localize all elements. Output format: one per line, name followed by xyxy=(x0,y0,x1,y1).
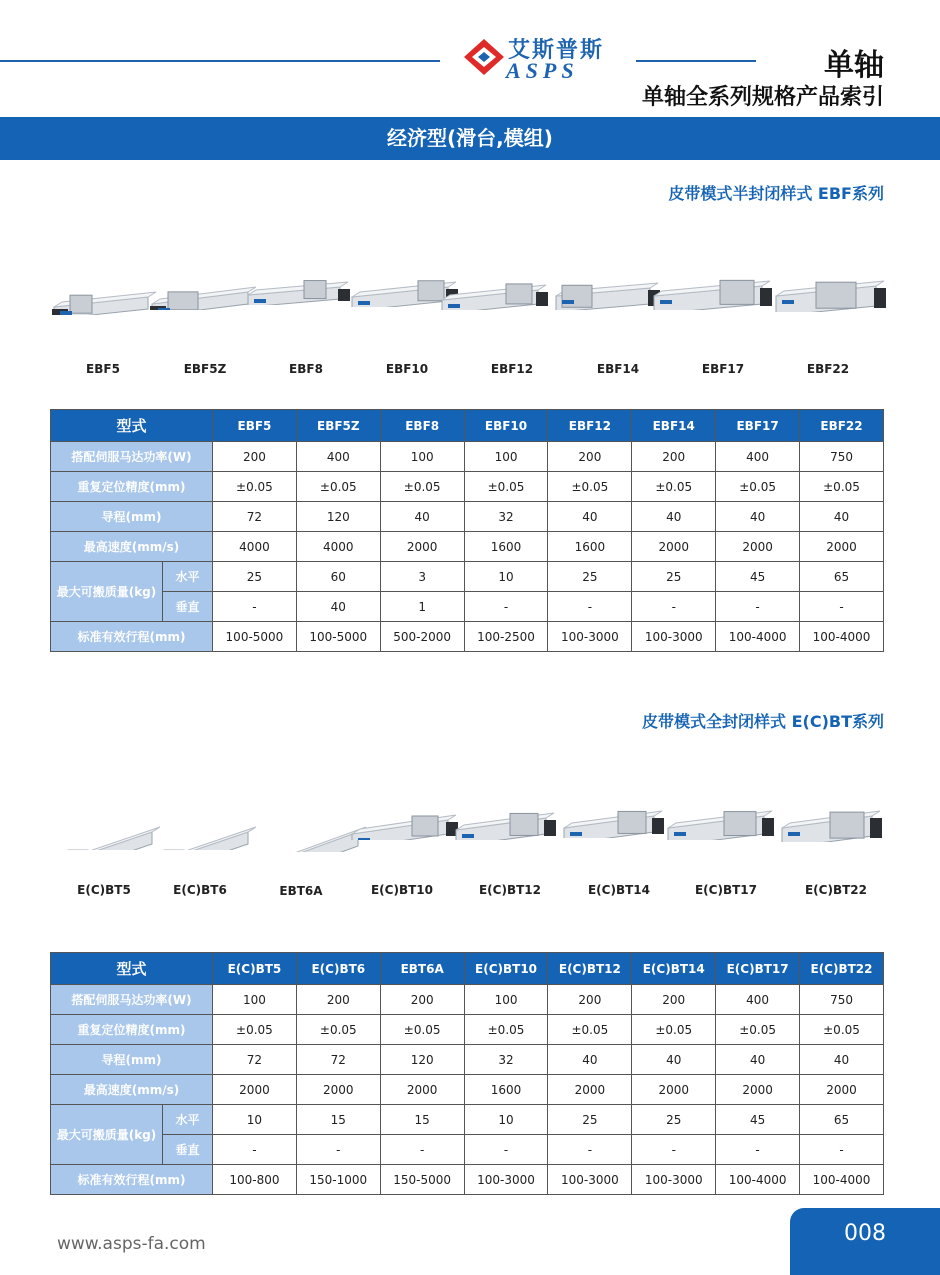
ebf-row-stroke xyxy=(51,622,884,652)
ebf-horizontal-cell: 25 xyxy=(548,562,632,592)
ebf-product-label: EBF14 xyxy=(596,362,640,376)
ebt-stroke-cell: 100-3000 xyxy=(548,1165,632,1195)
ebt-precision-cell: ±0.05 xyxy=(800,1015,884,1045)
ebf-product-image xyxy=(650,250,774,310)
ebt-speed-cell: 2000 xyxy=(800,1075,884,1105)
ebf-vertical-cell: - xyxy=(213,592,297,622)
ebt-speed-cell: 2000 xyxy=(548,1075,632,1105)
ebt-row-speed xyxy=(51,1075,884,1105)
ebf-product-label: EBF5Z xyxy=(183,362,227,376)
ebf-precision-cell: ±0.05 xyxy=(716,472,800,502)
ebf-product-image xyxy=(772,250,888,312)
ebf-lead-cell: 40 xyxy=(632,502,716,532)
ebt-product-image xyxy=(778,786,884,842)
ebf-stroke-cell: 100-5000 xyxy=(296,622,380,652)
ebf-precision-cell: ±0.05 xyxy=(213,472,297,502)
ebt-row-power xyxy=(51,985,884,1015)
ebt-precision-cell: ±0.05 xyxy=(296,1015,380,1045)
ebt-series-title: 皮带模式全封闭样式 E(C)BT系列 xyxy=(642,712,884,731)
ebf-product-label: EBF8 xyxy=(289,362,323,376)
ebf-lead-cell: 40 xyxy=(800,502,884,532)
ebt-product-label: E(C)BT14 xyxy=(587,883,650,897)
ebt-power-cell: 100 xyxy=(464,985,548,1015)
ebf-model-header: EBF12 xyxy=(548,410,632,442)
ebt-horizontal-cell: 15 xyxy=(380,1105,464,1135)
ebf-precision-cell: ±0.05 xyxy=(548,472,632,502)
ebf-product-image xyxy=(552,255,662,310)
ebf-horizontal-cell: 25 xyxy=(632,562,716,592)
ebt-lead-cell: 40 xyxy=(632,1045,716,1075)
ebf-power-cell: 750 xyxy=(800,442,884,472)
ebt-speed-cell: 2000 xyxy=(213,1075,297,1105)
ebt-vertical-cell: - xyxy=(213,1135,297,1165)
ebt-model-header: E(C)BT17 xyxy=(716,953,800,985)
ebf-product-image xyxy=(50,255,160,315)
ebf-series-title: 皮带模式半封闭样式 EBF系列 xyxy=(668,184,884,203)
ebf-model-header: EBF10 xyxy=(464,410,548,442)
ebf-power-cell: 400 xyxy=(716,442,800,472)
ebt-product-label: E(C)BT22 xyxy=(804,883,867,897)
ebt-stroke-cell: 100-800 xyxy=(213,1165,297,1195)
ebf-stroke-cell: 100-5000 xyxy=(213,622,297,652)
asps-logo-icon xyxy=(462,37,506,77)
ebf-stroke-label: 标准有效行程(mm) xyxy=(51,622,213,652)
ebt-stroke-label: 标准有效行程(mm) xyxy=(51,1165,213,1195)
ebt-horizontal-cell: 65 xyxy=(800,1105,884,1135)
ebf-row-speed xyxy=(51,532,884,562)
ebf-lead-cell: 72 xyxy=(213,502,297,532)
ebf-stroke-cell: 500-2000 xyxy=(380,622,464,652)
ebt-vertical-cell: - xyxy=(296,1135,380,1165)
ebt-precision-cell: ±0.05 xyxy=(716,1015,800,1045)
ebf-row-power xyxy=(51,442,884,472)
ebt-lead-cell: 32 xyxy=(464,1045,548,1075)
ebf-product-label: EBF22 xyxy=(806,362,850,376)
ebt-speed-cell: 2000 xyxy=(716,1075,800,1105)
ebt-product-label: E(C)BT17 xyxy=(694,883,757,897)
ebf-model-header: EBF17 xyxy=(716,410,800,442)
ebt-horizontal-cell: 10 xyxy=(464,1105,548,1135)
ebf-lead-cell: 40 xyxy=(716,502,800,532)
page-number: 008 xyxy=(790,1208,940,1275)
ebt-horizontal-cell: 25 xyxy=(548,1105,632,1135)
ebt-product-label: E(C)BT10 xyxy=(370,883,433,897)
ebt-header-row xyxy=(51,953,884,985)
ebt-horizontal-cell: 25 xyxy=(632,1105,716,1135)
ebt-precision-label: 重复定位精度(mm) xyxy=(51,1015,213,1045)
ebf-row-lead xyxy=(51,502,884,532)
ebt-row-vertical xyxy=(51,1135,884,1165)
ebf-product-image xyxy=(244,255,352,305)
ebf-speed-cell: 4000 xyxy=(296,532,380,562)
ebt-power-cell: 200 xyxy=(632,985,716,1015)
ebt-lead-cell: 120 xyxy=(380,1045,464,1075)
ebt-row-precision xyxy=(51,1015,884,1045)
ebf-precision-cell: ±0.05 xyxy=(632,472,716,502)
ebt-row-stroke xyxy=(51,1165,884,1195)
ebf-lead-cell: 40 xyxy=(380,502,464,532)
ebf-speed-cell: 2000 xyxy=(800,532,884,562)
ebf-stroke-cell: 100-4000 xyxy=(800,622,884,652)
ebt-precision-cell: ±0.05 xyxy=(213,1015,297,1045)
ebf-vertical-cell: - xyxy=(716,592,800,622)
ebf-type-header: 型式 xyxy=(51,410,213,442)
ebf-horizontal-cell: 3 xyxy=(380,562,464,592)
ebt-horizontal-cell: 45 xyxy=(716,1105,800,1135)
ebt-product-label: E(C)BT5 xyxy=(77,883,131,897)
ebf-lead-cell: 40 xyxy=(548,502,632,532)
ebf-horizontal-cell: 65 xyxy=(800,562,884,592)
ebt-power-cell: 200 xyxy=(296,985,380,1015)
ebt-row-lead xyxy=(51,1045,884,1075)
ebf-horizontal-cell: 25 xyxy=(213,562,297,592)
ebt-stroke-cell: 100-3000 xyxy=(632,1165,716,1195)
ebt-precision-cell: ±0.05 xyxy=(632,1015,716,1045)
ebt-vertical-cell: - xyxy=(548,1135,632,1165)
ebt-product-image xyxy=(560,786,666,838)
ebf-horizontal-cell: 10 xyxy=(464,562,548,592)
footer-website-url: www.asps-fa.com xyxy=(57,1234,206,1254)
ebf-stroke-cell: 100-3000 xyxy=(632,622,716,652)
ebf-stroke-cell: 100-2500 xyxy=(464,622,548,652)
ebt-vertical-cell: - xyxy=(800,1135,884,1165)
ebf-model-header: EBF5Z xyxy=(296,410,380,442)
ebt-lead-label: 导程(mm) xyxy=(51,1045,213,1075)
ebf-model-header: EBF14 xyxy=(632,410,716,442)
ebt-power-cell: 200 xyxy=(548,985,632,1015)
ebt-power-cell: 200 xyxy=(380,985,464,1015)
ebf-power-cell: 200 xyxy=(213,442,297,472)
ebt-product-label: E(C)BT6 xyxy=(173,883,227,897)
ebt-power-label: 搭配伺服马达功率(W) xyxy=(51,985,213,1015)
ebt-lead-cell: 40 xyxy=(548,1045,632,1075)
ebt-model-header: E(C)BT12 xyxy=(548,953,632,985)
ebf-lead-cell: 32 xyxy=(464,502,548,532)
ebf-speed-cell: 1600 xyxy=(548,532,632,562)
ebt-speed-cell: 2000 xyxy=(632,1075,716,1105)
ebf-vertical-cell: 40 xyxy=(296,592,380,622)
ebf-header-row xyxy=(51,410,884,442)
ebf-speed-cell: 1600 xyxy=(464,532,548,562)
ebf-power-cell: 100 xyxy=(380,442,464,472)
ebf-precision-cell: ±0.05 xyxy=(464,472,548,502)
ebf-power-cell: 100 xyxy=(464,442,548,472)
ebf-product-label: EBF5 xyxy=(86,362,120,376)
ebf-product-label: EBF12 xyxy=(490,362,534,376)
ebf-payload-label: 最大可搬质量(kg) xyxy=(51,562,163,622)
ebf-model-header: EBF8 xyxy=(380,410,464,442)
ebt-stroke-cell: 100-4000 xyxy=(716,1165,800,1195)
ebt-horizontal-label: 水平 xyxy=(163,1105,213,1135)
ebf-vertical-cell: - xyxy=(632,592,716,622)
ebt-speed-label: 最高速度(mm/s) xyxy=(51,1075,213,1105)
header-rule-right xyxy=(636,60,756,62)
ebf-vertical-cell: 1 xyxy=(380,592,464,622)
ebt-lead-cell: 40 xyxy=(716,1045,800,1075)
ebf-speed-cell: 2000 xyxy=(632,532,716,562)
ebf-stroke-cell: 100-3000 xyxy=(548,622,632,652)
ebt-vertical-label: 垂直 xyxy=(163,1135,213,1165)
logo-english-name: ASPS xyxy=(506,58,579,83)
ebt-stroke-cell: 150-5000 xyxy=(380,1165,464,1195)
ebt-lead-cell: 40 xyxy=(800,1045,884,1075)
ebt-model-header: E(C)BT5 xyxy=(213,953,297,985)
ebf-row-precision xyxy=(51,472,884,502)
section-title: 经济型(滑台,模组) xyxy=(0,117,940,160)
ebf-vertical-cell: - xyxy=(800,592,884,622)
ebt-stroke-cell: 150-1000 xyxy=(296,1165,380,1195)
ebt-product-image xyxy=(664,786,776,840)
ebf-vertical-cell: - xyxy=(548,592,632,622)
ebf-vertical-cell: - xyxy=(464,592,548,622)
ebt-power-cell: 100 xyxy=(213,985,297,1015)
ebf-power-label: 搭配伺服马达功率(W) xyxy=(51,442,213,472)
ebt-power-cell: 400 xyxy=(716,985,800,1015)
ebf-speed-cell: 2000 xyxy=(380,532,464,562)
ebf-speed-cell: 4000 xyxy=(213,532,297,562)
ebf-product-label: EBF17 xyxy=(701,362,745,376)
ebf-lead-cell: 120 xyxy=(296,502,380,532)
ebf-model-header: EBF5 xyxy=(213,410,297,442)
ebt-precision-cell: ±0.05 xyxy=(380,1015,464,1045)
ebt-vertical-cell: - xyxy=(464,1135,548,1165)
ebf-precision-cell: ±0.05 xyxy=(380,472,464,502)
ebt-precision-cell: ±0.05 xyxy=(548,1015,632,1045)
ebt-vertical-cell: - xyxy=(716,1135,800,1165)
ebt-power-cell: 750 xyxy=(800,985,884,1015)
ebf-product-label: EBF10 xyxy=(385,362,429,376)
ebt-model-header: E(C)BT22 xyxy=(800,953,884,985)
header-rule-left xyxy=(0,60,440,62)
ebf-precision-label: 重复定位精度(mm) xyxy=(51,472,213,502)
ebf-precision-cell: ±0.05 xyxy=(800,472,884,502)
ebf-power-cell: 200 xyxy=(632,442,716,472)
ebf-stroke-cell: 100-4000 xyxy=(716,622,800,652)
ebt-stroke-cell: 100-3000 xyxy=(464,1165,548,1195)
ebf-lead-label: 导程(mm) xyxy=(51,502,213,532)
ebt-product-image xyxy=(348,788,460,840)
ebf-row-vertical xyxy=(51,592,884,622)
ebt-vertical-cell: - xyxy=(380,1135,464,1165)
ebt-speed-cell: 2000 xyxy=(380,1075,464,1105)
ebt-model-header: E(C)BT6 xyxy=(296,953,380,985)
ebt-speed-cell: 1600 xyxy=(464,1075,548,1105)
ebt-product-label: EBT6A xyxy=(279,884,323,898)
ebf-product-image xyxy=(438,258,550,310)
ebf-horizontal-cell: 45 xyxy=(716,562,800,592)
ebt-speed-cell: 2000 xyxy=(296,1075,380,1105)
ebf-horizontal-label: 水平 xyxy=(163,562,213,592)
ebt-lead-cell: 72 xyxy=(296,1045,380,1075)
ebt-horizontal-cell: 15 xyxy=(296,1105,380,1135)
ebt-payload-label: 最大可搬质量(kg) xyxy=(51,1105,163,1165)
ebt-stroke-cell: 100-4000 xyxy=(800,1165,884,1195)
ebt-model-header: E(C)BT10 xyxy=(464,953,548,985)
ebf-power-cell: 400 xyxy=(296,442,380,472)
ebt-spec-table xyxy=(50,952,884,1195)
logo-chinese-name: 艾斯普斯 xyxy=(508,37,605,63)
ebf-vertical-label: 垂直 xyxy=(163,592,213,622)
ebf-speed-label: 最高速度(mm/s) xyxy=(51,532,213,562)
ebt-product-image xyxy=(144,780,260,850)
ebt-product-label: E(C)BT12 xyxy=(478,883,541,897)
asps-logo xyxy=(462,33,622,83)
ebf-precision-cell: ±0.05 xyxy=(296,472,380,502)
ebt-model-header: EBT6A xyxy=(380,953,464,985)
ebf-speed-cell: 2000 xyxy=(716,532,800,562)
ebf-power-cell: 200 xyxy=(548,442,632,472)
ebt-lead-cell: 72 xyxy=(213,1045,297,1075)
ebf-model-header: EBF22 xyxy=(800,410,884,442)
ebt-model-header: E(C)BT14 xyxy=(632,953,716,985)
ebt-product-image xyxy=(452,788,558,840)
ebt-type-header: 型式 xyxy=(51,953,213,985)
page-title: 单轴 xyxy=(824,48,884,83)
ebf-horizontal-cell: 60 xyxy=(296,562,380,592)
ebt-precision-cell: ±0.05 xyxy=(464,1015,548,1045)
ebt-row-horizontal xyxy=(51,1105,884,1135)
ebf-row-horizontal xyxy=(51,562,884,592)
ebt-vertical-cell: - xyxy=(632,1135,716,1165)
ebf-spec-table xyxy=(50,409,884,652)
page-subtitle: 单轴全系列规格产品索引 xyxy=(641,85,884,110)
ebt-horizontal-cell: 10 xyxy=(213,1105,297,1135)
